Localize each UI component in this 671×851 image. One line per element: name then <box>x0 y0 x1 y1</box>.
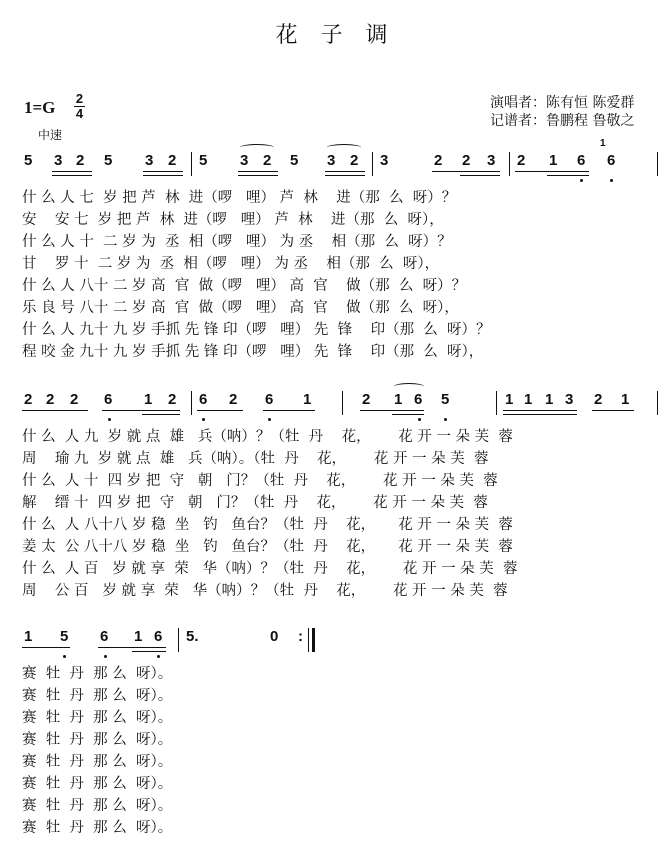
note: 0 <box>270 628 279 645</box>
note: 1 <box>505 391 514 408</box>
note: 2 <box>462 152 471 169</box>
note: 2 <box>168 152 177 169</box>
time-sig-top: 2 <box>75 91 84 106</box>
note: 6 <box>104 391 113 408</box>
time-sig-bottom: 4 <box>75 106 84 121</box>
note: 2 <box>229 391 238 408</box>
note: 2 <box>362 391 371 408</box>
lyric-line: 赛 牡 丹 那 么 呀）。 <box>22 732 173 748</box>
barline <box>657 391 658 415</box>
lyric-line: 什 么 人 七 岁 把 芦 林 进（啰 哩） 芦 林 进（那 么 呀）？ <box>22 190 457 206</box>
note: 2 <box>76 152 85 169</box>
note: 5 <box>290 152 299 169</box>
note: 2 <box>70 391 79 408</box>
note: 1 <box>144 391 153 408</box>
lyric-line: 安 安 七 岁 把 芦 林 进（啰 哩） 芦 林 进（那 么 呀）， <box>22 212 444 228</box>
barline <box>342 391 343 415</box>
note: 2 <box>517 152 526 169</box>
note: 2 <box>168 391 177 408</box>
barline <box>308 628 309 652</box>
lyric-line: 赛 牡 丹 那 么 呀）。 <box>22 820 173 836</box>
barline <box>372 152 373 176</box>
note: 5 <box>199 152 208 169</box>
lyric-line: 赛 牡 丹 那 么 呀）。 <box>22 688 173 704</box>
note: 6 <box>199 391 208 408</box>
note: 3 <box>240 152 249 169</box>
lyric-line: 周 公 百 岁 就 享 荣 华（呐）？（牡 丹 花， 花 开 一 朵 芙 蓉 <box>22 583 508 599</box>
lyric-line: 什 么 人 八十八 岁 稳 坐 钓 鱼台？（牡 丹 花， 花 开 一 朵 芙 蓉 <box>22 517 513 533</box>
note: 5 <box>104 152 113 169</box>
note: 3 <box>145 152 154 169</box>
note: 6 <box>265 391 274 408</box>
final-barline <box>312 628 315 652</box>
note: 3 <box>380 152 389 169</box>
lyric-line: 什 么 人 八十 二 岁 高 官 做（啰 哩） 高 官 做（那 么 呀）？ <box>22 278 467 294</box>
lyric-line: 赛 牡 丹 那 么 呀）。 <box>22 776 173 792</box>
note: 1 <box>524 391 533 408</box>
barline <box>509 152 510 176</box>
notation-line-1 <box>0 138 671 180</box>
barline <box>191 152 192 176</box>
note: 5. <box>186 628 199 645</box>
grace-note: 1 <box>600 138 606 149</box>
note: 2 <box>350 152 359 169</box>
note: 1 <box>394 391 403 408</box>
time-signature <box>74 93 85 120</box>
note: 2 <box>594 391 603 408</box>
note: 6 <box>577 152 586 169</box>
lyric-line: 赛 牡 丹 那 么 呀）。 <box>22 754 173 770</box>
note: 3 <box>54 152 63 169</box>
lyric-line: 姜 太 公 八十八 岁 稳 坐 钓 鱼台？（牡 丹 花， 花 开 一 朵 芙 蓉 <box>22 539 513 555</box>
lyric-line: 赛 牡 丹 那 么 呀）。 <box>22 710 173 726</box>
note: 3 <box>565 391 574 408</box>
note: 5 <box>441 391 450 408</box>
lyric-line: 什 么 人 百 岁 就 享 荣 华（呐）？（牡 丹 花， 花 开 一 朵 芙 蓉 <box>22 561 518 577</box>
lyric-line: 什 么 人 十 二 岁 为 丞 相（啰 哩） 为 丞 相（那 么 呀）？ <box>22 234 452 250</box>
barline <box>178 628 179 652</box>
note: 1 <box>621 391 630 408</box>
lyric-line: 赛 牡 丹 那 么 呀）。 <box>22 798 173 814</box>
lyric-line: 赛 牡 丹 那 么 呀）。 <box>22 666 173 682</box>
lyric-line: 什 么 人 九十 九 岁 手抓 先 锋 印（啰 哩） 先 锋 印（那 么 呀）？ <box>22 322 491 338</box>
note: 6 <box>154 628 163 645</box>
note: 6 <box>607 152 616 169</box>
note: 2 <box>263 152 272 169</box>
lyric-line: 什 么 人 十 四 岁 把 守 朝 门？（牡 丹 花， 花 开 一 朵 芙 蓉 <box>22 473 498 489</box>
lyric-line: 解 缙 十 四 岁 把 守 朝 门？（牡 丹 花， 花 开 一 朵 芙 蓉 <box>22 495 488 511</box>
barline <box>657 152 658 176</box>
note: 2 <box>24 391 33 408</box>
note: 1 <box>134 628 143 645</box>
note: 2 <box>46 391 55 408</box>
lyric-line: 周 瑜 九 岁 就 点 雄 兵（呐）。（牡 丹 花， 花 开 一 朵 芙 蓉 <box>22 451 489 467</box>
note: 1 <box>549 152 558 169</box>
note: 6 <box>100 628 109 645</box>
singers-credit: 演唱者：陈有恒 陈爱群 <box>490 95 635 111</box>
note: 1 <box>24 628 33 645</box>
note: 2 <box>434 152 443 169</box>
key-signature: 1=G <box>24 98 56 117</box>
note: 6 <box>414 391 423 408</box>
note: 3 <box>327 152 336 169</box>
tempo-marking: 中速 <box>38 128 63 142</box>
note: 1 <box>303 391 312 408</box>
transcribers-credit: 记谱者：鲁鹏程 鲁敬之 <box>490 113 635 129</box>
note: 5 <box>24 152 33 169</box>
note: 1 <box>545 391 554 408</box>
lyric-line: 甘 罗 十 二 岁 为 丞 相（啰 哩） 为 丞 相（那 么 呀）， <box>22 256 440 272</box>
song-title: 花 子 调 <box>275 23 396 48</box>
note: 5 <box>60 628 69 645</box>
notation-line-3 <box>0 628 671 656</box>
notation-line-2 <box>0 391 671 419</box>
lyric-line: 什 么 人 九 岁 就 点 雄 兵（呐）？（牡 丹 花， 花 开 一 朵 芙 蓉 <box>22 429 513 445</box>
barline <box>496 391 497 415</box>
lyric-line: 程 咬 金 九十 九 岁 手抓 先 锋 印（啰 哩） 先 锋 印（那 么 呀）， <box>22 344 484 360</box>
repeat-dots: : <box>298 628 303 645</box>
barline <box>191 391 192 415</box>
note: 3 <box>487 152 496 169</box>
lyric-line: 乐 良 号 八十 二 岁 高 官 做（啰 哩） 高 官 做（那 么 呀）， <box>22 300 459 316</box>
